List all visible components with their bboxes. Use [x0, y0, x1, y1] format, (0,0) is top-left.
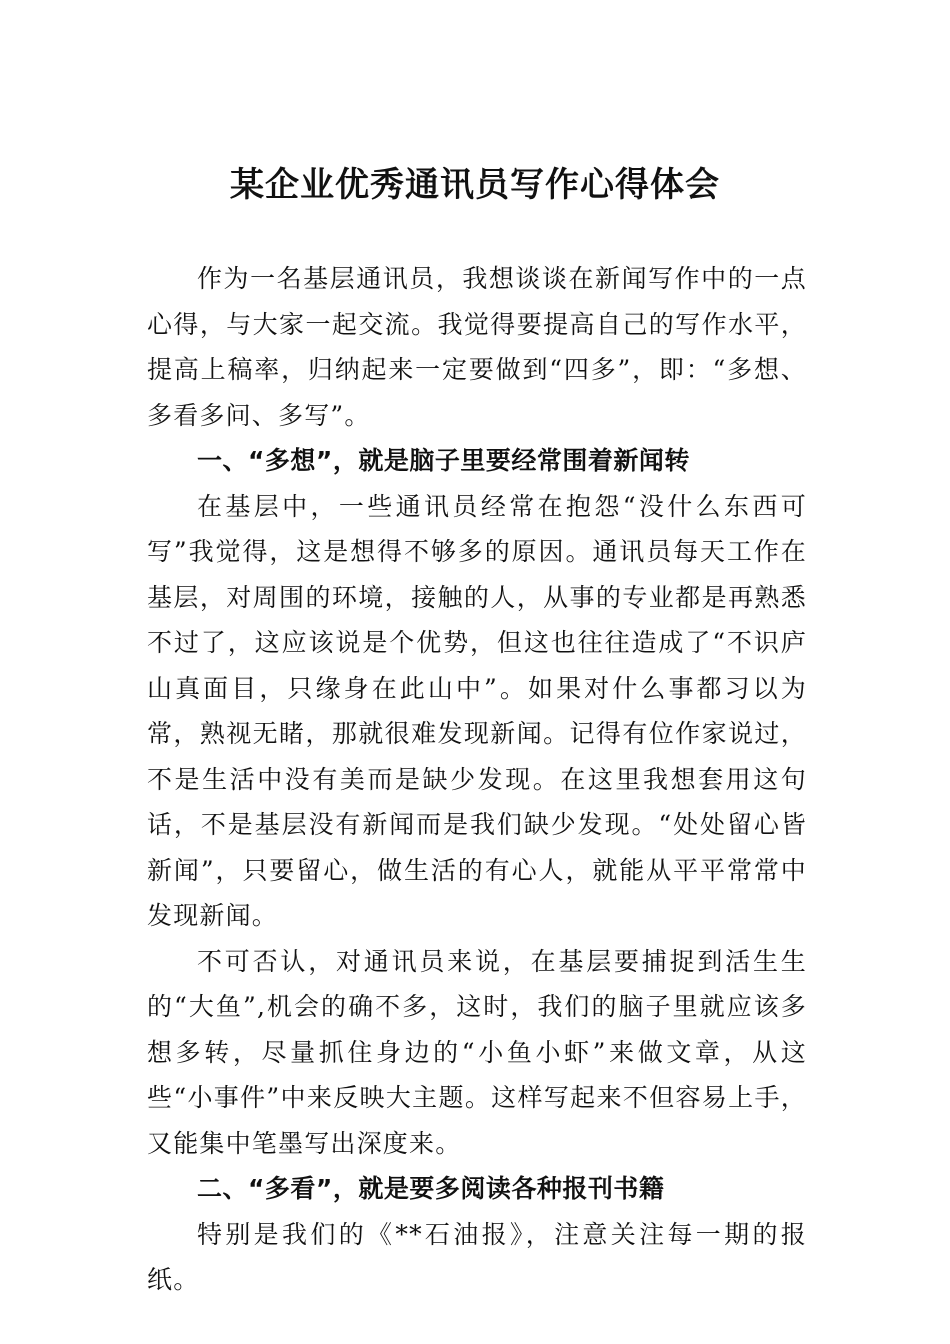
paragraph-section1-a: 在基层中，一些通讯员经常在抱怨“没什么东西可写”我觉得，这是想得不够多的原因。通讯员每天工作在基层，对周围的环境，接触的人，从事的专业都是再熟悉不过了，这应该说是个优势，但这也往往造成了“不识庐山真面目，只缘身在此山中”。如果对什么事都习以为常，熟视无睹，那就很难发现新闻。记得有位作家说过，不是生活中没有美而是缺少发现。在这里我想套用这句话，不是基层没有新闻而是我们缺少发现。“处处留心皆新闻”，只要留心，做生活的有心人，就能从平平常常中发现新闻。 — [147, 491, 807, 930]
document-body — [147, 256, 807, 1303]
section-heading-1: 一、“多想”，就是脑子里要经常围着新闻转 — [197, 446, 690, 475]
paragraph-section1-b: 不可否认，对通讯员来说，在基层要捕捉到活生生的“大鱼”,机会的确不多，这时，我们的脑子里就应该多想多转，尽量抓住身边的“小鱼小虾”来做文章，从这些“小事件”中来反映大主题。这样写起来不但容易上手，又能集中笔墨写出深度来。 — [147, 946, 807, 1158]
paragraph-intro: 作为一名基层通讯员，我想谈谈在新闻写作中的一点心得，与大家一起交流。我觉得要提高自己的写作水平，提高上稿率，归纳起来一定要做到“四多”，即：“多想、多看多问、多写”。 — [147, 264, 807, 430]
paragraph-section2-a: 特别是我们的《**石油报》，注意关注每一期的报纸。 — [147, 1219, 807, 1294]
document-title: 某企业优秀通讯员写作心得体会 — [230, 165, 720, 205]
section-heading-2: 二、“多看”，就是要多阅读各种报刊书籍 — [197, 1174, 665, 1203]
